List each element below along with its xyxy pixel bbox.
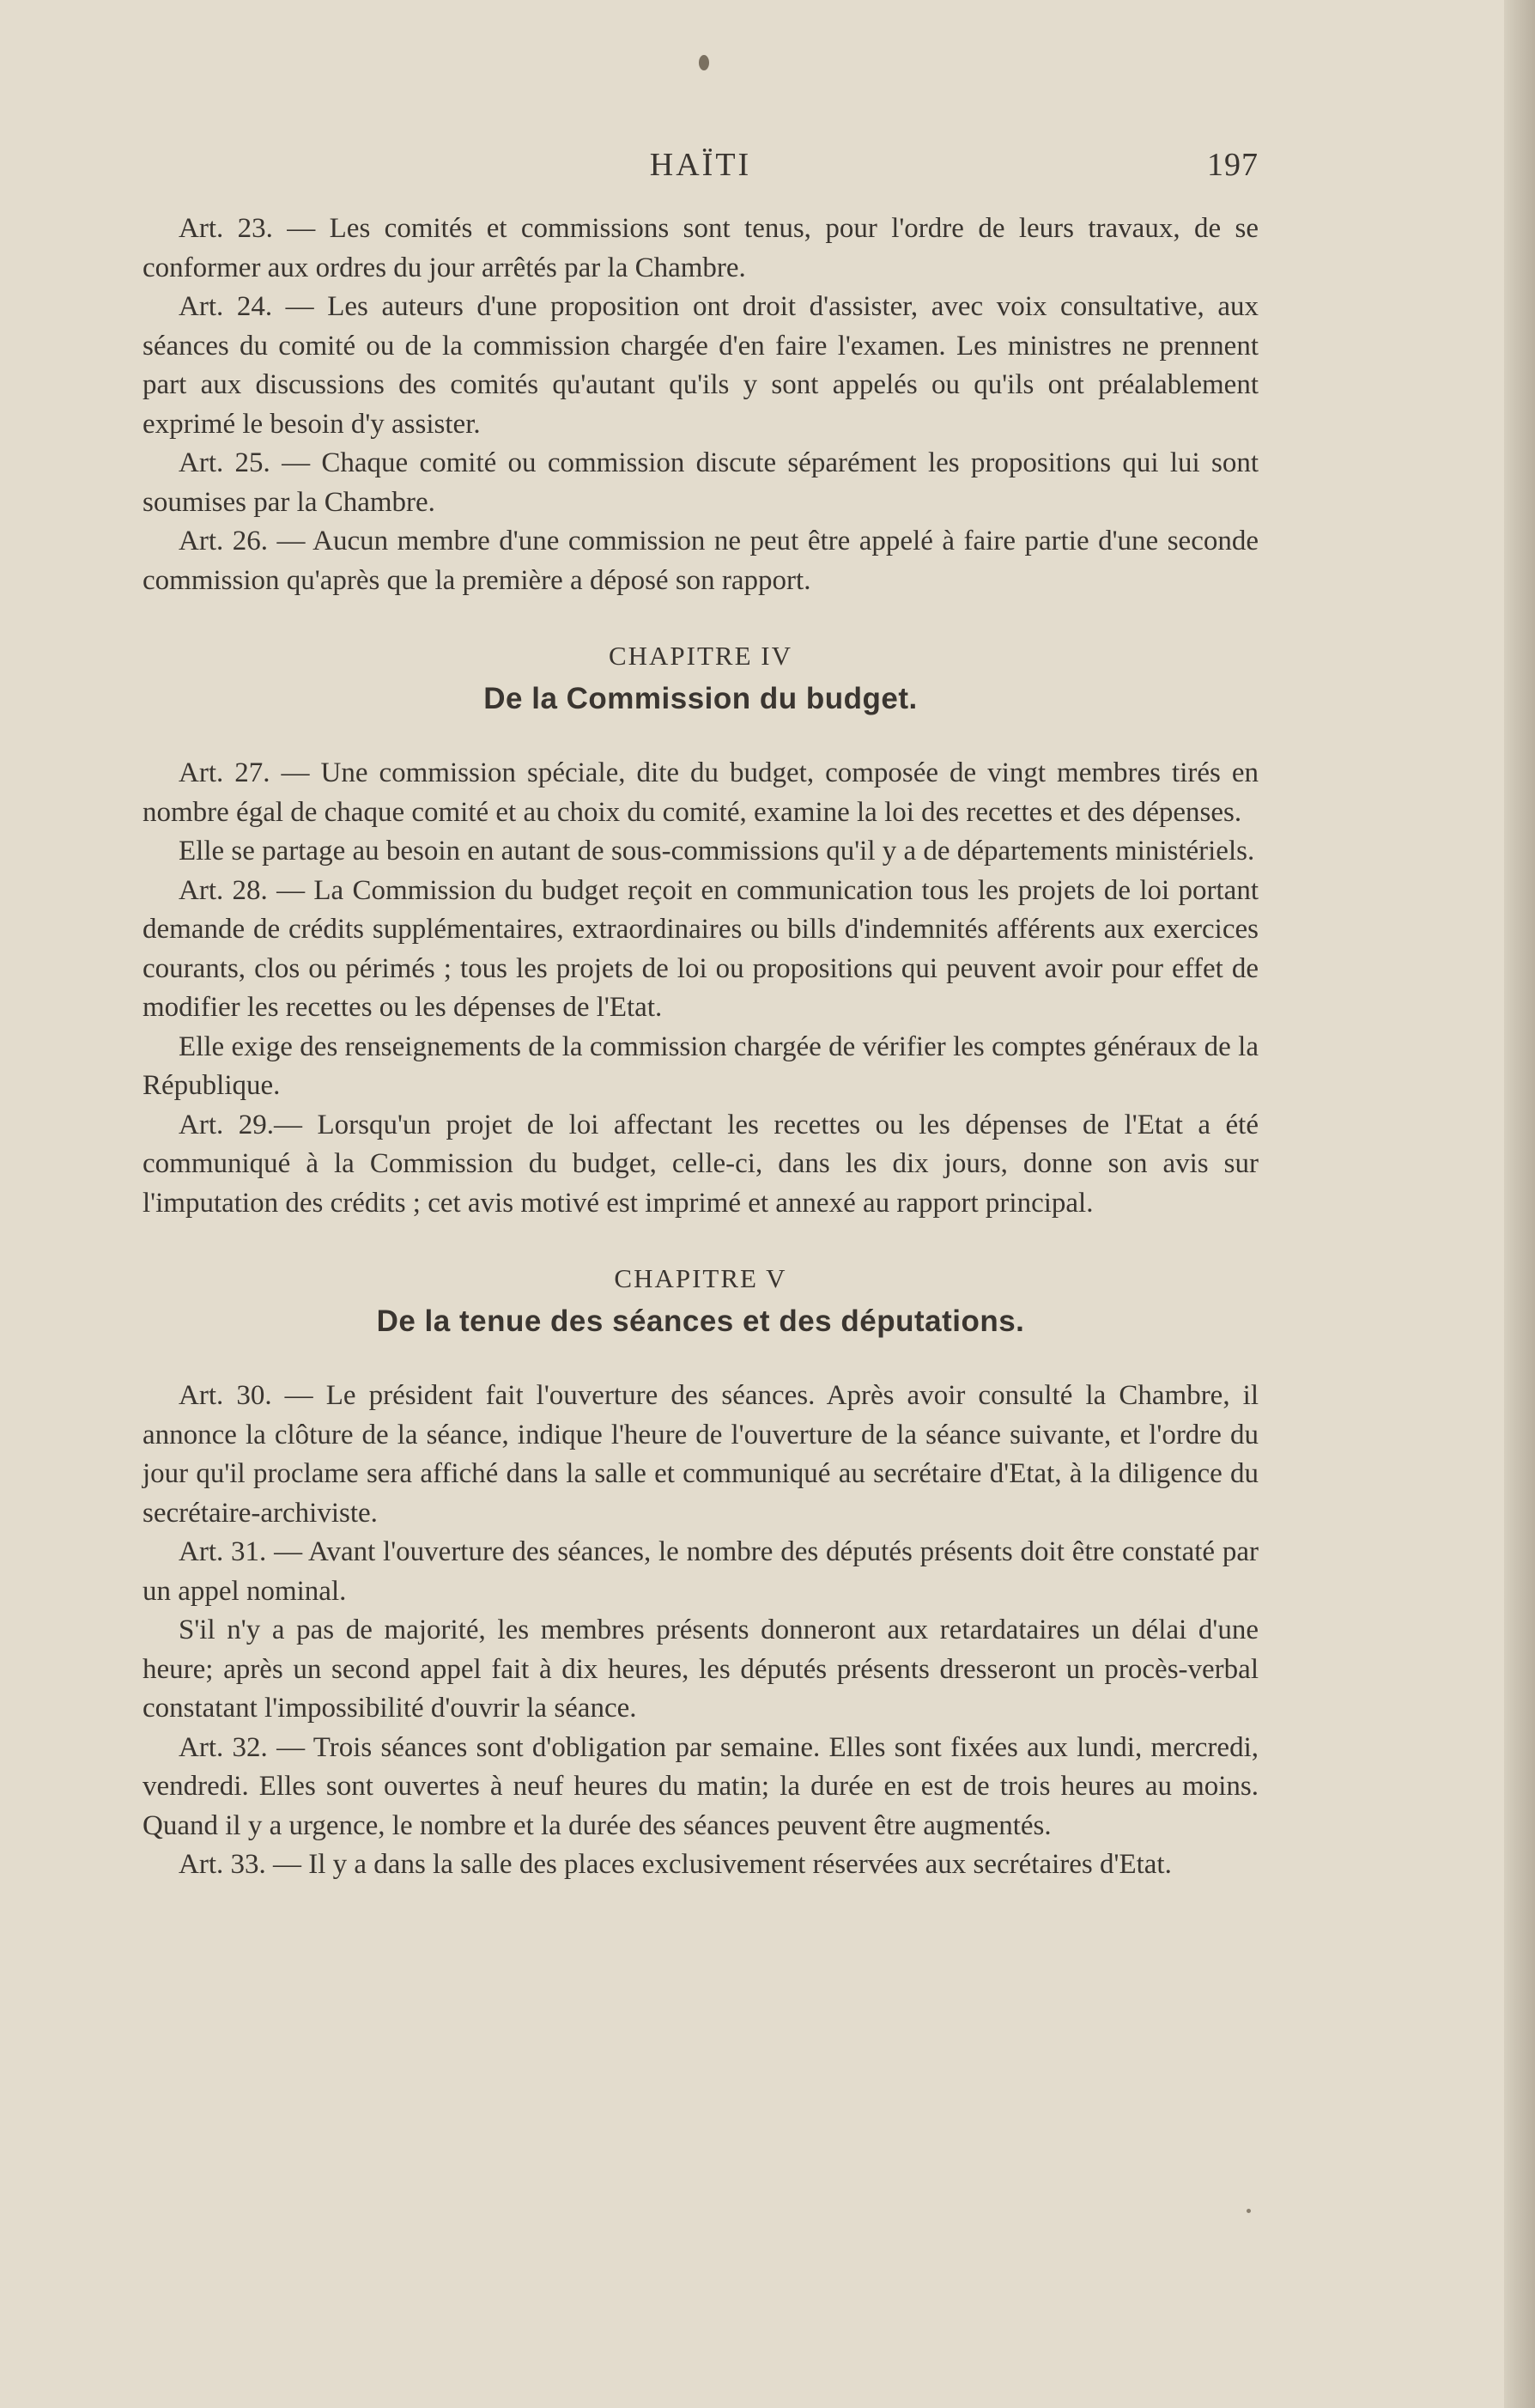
page-number: 197 bbox=[1207, 147, 1259, 183]
article-28-continued: Elle exige des renseignements de la commission chargée de vérifier les comptes généraux de la République. bbox=[143, 1031, 1259, 1101]
article-31-continued: S'il n'y a pas de majorité, les membres présents donneront aux retardataires un délai d'une heure; après un second appel fait à dix heures, les députés présents dresseront un procès-verbal constatant l'impossibilité d'ouvrir la séance. bbox=[143, 1614, 1259, 1724]
article-23: Art. 23. — Les comités et commissions sont tenus, pour l'ordre de leurs travaux, de se conformer aux ordres du jour arrêtés par la Chambre. bbox=[143, 213, 1259, 283]
article-30: Art. 30. — Le président fait l'ouverture des séances. Après avoir consulté la Chambre, il annonce la clôture de la séance, indique l'heure de l'ouverture de la séance suivante, et l'ordre du jour qu'il proclame sera affiché dans la salle et communiqué au secrétaire d'Etat, à la diligence du secrétaire-archiviste. bbox=[143, 1380, 1259, 1529]
article-26: Art. 26. — Aucun membre d'une commission ne peut être appelé à faire partie d'une seconde commission qu'après que la première a déposé son rapport. bbox=[143, 526, 1259, 596]
running-head bbox=[143, 146, 1259, 198]
article-29: Art. 29.— Lorsqu'un projet de loi affectant les recettes ou les dépenses de l'Etat a été communiqué à la Commission du budget, celle-ci, dans les dix jours, donne son avis sur l'imputation des crédits ; cet avis motivé est imprimé et annexé au rapport principal. bbox=[143, 1109, 1259, 1219]
document-body bbox=[143, 210, 1259, 1885]
page-header-title: HAÏTI bbox=[649, 147, 752, 183]
ink-dot bbox=[1247, 2209, 1251, 2213]
article-32: Art. 32. — Trois séances sont d'obligation par semaine. Elles sont fixées aux lundi, mercredi, vendredi. Elles sont ouvertes à neuf heures du matin; la durée en est de trois heures au moins. Quand il y a urgence, le nombre et la durée des séances peuvent être augmentés. bbox=[143, 1731, 1259, 1841]
article-28: Art. 28. — La Commission du budget reçoit en communication tous les projets de loi portant demande de crédits supplémentaires, extraordinaires ou bills d'indemnités afférents aux exercices courants, clos ou périmés ; tous les projets de loi ou propositions qui peuvent avoir pour effet de modifier les recettes ou les dépenses de l'Etat. bbox=[143, 874, 1259, 1023]
article-25: Art. 25. — Chaque comité ou commission discute séparément les propositions qui lui sont soumises par la Chambre. bbox=[143, 447, 1259, 518]
article-33: Art. 33. — Il y a dans la salle des places exclusivement réservées aux secrétaires d'Etat. bbox=[179, 1849, 1172, 1880]
article-27-continued: Elle se partage au besoin en autant de sous-commissions qu'il y a de départements ministériels. bbox=[179, 836, 1255, 867]
page-edge bbox=[1504, 0, 1535, 2408]
chapter-4-heading: CHAPITRE IV bbox=[608, 641, 793, 671]
ink-speck bbox=[699, 55, 709, 70]
chapter-5-title: De la tenue des séances et des députations. bbox=[376, 1304, 1025, 1338]
chapter-5-heading: CHAPITRE V bbox=[614, 1263, 787, 1293]
article-31: Art. 31. — Avant l'ouverture des séances, le nombre des députés présents doit être constaté par un appel nominal. bbox=[143, 1536, 1259, 1607]
article-27: Art. 27. — Une commission spéciale, dite du budget, composée de vingt membres tirés en nombre égal de chaque comité et au choix du comité, examine la loi des recettes et des dépenses. bbox=[143, 757, 1259, 828]
chapter-4-title: De la Commission du budget. bbox=[483, 681, 918, 715]
article-24: Art. 24. — Les auteurs d'une proposition ont droit d'assister, avec voix consultative, aux séances du comité ou de la commission chargée d'en faire l'examen. Les ministres ne prennent part aux discussions des comités qu'autant qu'ils y sont appelés ou qu'ils ont préalablement exprimé le besoin d'y assister. bbox=[143, 291, 1259, 440]
